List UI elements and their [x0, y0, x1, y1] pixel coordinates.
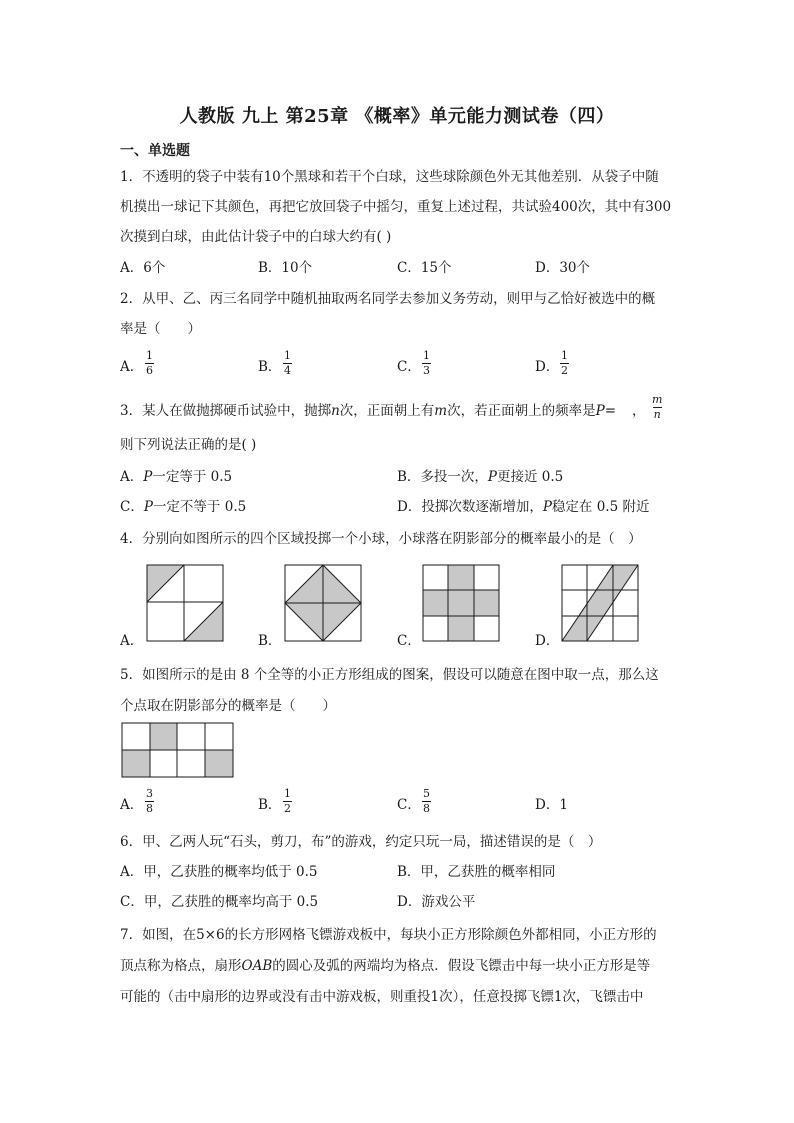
q2-option-a[interactable]: A．	[120, 359, 144, 375]
q1-line: 机摸出一球记下其颜色，再把它放回袋子中摇匀，重复上述过程，共试验400次，其中有300	[120, 199, 672, 215]
q1-line: 次摸到白球，由此估计袋子中的白球大约有( )	[120, 229, 392, 245]
q3-option-d[interactable]: D．投掷次数逐渐增加，P稳定在 0.5 附近	[397, 499, 650, 515]
q2-option-c[interactable]: C．	[397, 359, 421, 375]
q5-option-c[interactable]: C．	[397, 797, 421, 813]
q5-figure-shade	[150, 723, 177, 750]
q5-option-b-fraction: 1 2	[284, 787, 291, 815]
q6-option-b[interactable]: B．甲，乙获胜的概率相同	[397, 864, 556, 880]
q5-option-c-fraction: 5 8	[423, 787, 430, 815]
q5-option-a-fraction: 3 8	[146, 787, 153, 815]
q7-line: 7．如图，在5×6的长方形网格飞镖游戏板中，每块小正方形除颜色外都相同，小正方形的	[120, 927, 657, 943]
q2-option-c-fraction: 1 3	[423, 349, 430, 377]
q3-line-1: 3．某人在做抛掷硬币试验中，抛掷n次，正面朝上有m次，若正面朝上的频率是P= ，	[120, 403, 646, 419]
q5-option-a[interactable]: A．	[120, 797, 144, 813]
q2-line: 2．从甲、乙、丙三名同学中随机抽取两名同学去参加义务劳动，则甲与乙恰好被选中的概	[120, 291, 656, 307]
q4-figure-a	[146, 564, 224, 642]
q7-line: 可能的（击中扇形的边界或没有击中游戏板，则重投1次），任意投掷飞镖1次，飞镖击中	[120, 989, 644, 1005]
q1-option-c[interactable]: C．15个	[397, 260, 452, 276]
q4-figure-c	[422, 564, 500, 642]
q2-option-a-fraction: 1 6	[146, 349, 153, 377]
q1-option-b[interactable]: B．10个	[258, 260, 313, 276]
q2-option-d-fraction: 1 2	[561, 349, 568, 377]
q5-figure-shade	[122, 750, 150, 777]
q4-option-c[interactable]: C．	[397, 633, 421, 649]
q3-line-2: 则下列说法正确的是( )	[120, 437, 257, 453]
page-title: 人教版 九上 第25章 《概率》单元能力测试卷（四）	[179, 106, 615, 127]
q4-option-a[interactable]: A．	[120, 633, 144, 649]
q6-line: 6．甲、乙两人玩“石头，剪刀，布”的游戏，约定只玩一局，描述错误的是（ ）	[120, 834, 602, 850]
q4-figure-c-shade	[423, 590, 499, 616]
q6-option-c[interactable]: C．甲，乙获胜的概率均高于 0.5	[120, 894, 319, 910]
q5-figure-shade	[205, 750, 233, 777]
q3-frequency-fraction: m n	[652, 393, 663, 421]
q3-option-c[interactable]: C．P一定不等于 0.5	[120, 499, 247, 515]
q1-option-d[interactable]: D．30个	[535, 260, 591, 276]
q2-line: 率是（ ）	[120, 321, 201, 337]
q1-option-a[interactable]: A．6个	[120, 260, 166, 276]
q4-figure-d-shade	[562, 565, 638, 641]
q6-option-a[interactable]: A．甲，乙获胜的概率均低于 0.5	[120, 864, 318, 880]
q6-option-d[interactable]: D．游戏公平	[397, 894, 476, 910]
q1-line: 1．不透明的袋子中装有10个黑球和若干个白球，这些球除颜色外无其他差别．从袋子中随	[120, 169, 659, 185]
q4-option-d[interactable]: D．	[535, 633, 560, 649]
q4-figure-b	[284, 564, 362, 642]
q5-option-d[interactable]: D．1	[535, 797, 568, 813]
q7-line: 顶点称为格点，扇形OAB的圆心及弧的两端均为格点．假设飞镖击中每一块小正方形是等	[120, 958, 651, 974]
q2-option-d[interactable]: D．	[535, 359, 560, 375]
q5-line: 个点取在阴影部分的概率是（ ）	[120, 698, 336, 714]
q4-option-b[interactable]: B．	[258, 633, 282, 649]
q2-option-b[interactable]: B．	[258, 359, 282, 375]
section-heading: 一、单选题	[120, 143, 190, 159]
q5-figure	[121, 722, 234, 778]
q4-figure-d	[561, 564, 639, 642]
q5-option-b[interactable]: B．	[258, 797, 282, 813]
q3-option-b[interactable]: B．多投一次，P更接近 0.5	[397, 469, 564, 485]
q3-option-a[interactable]: A．P一定等于 0.5	[120, 469, 233, 485]
q2-option-b-fraction: 1 4	[284, 349, 291, 377]
q4-line: 4．分别向如图所示的四个区域投掷一个小球，小球落在阴影部分的概率最小的是（ ）	[120, 531, 642, 547]
q5-line: 5．如图所示的是由 8 个全等的小正方形组成的图案，假设可以随意在图中取一点，那么这	[120, 667, 659, 683]
